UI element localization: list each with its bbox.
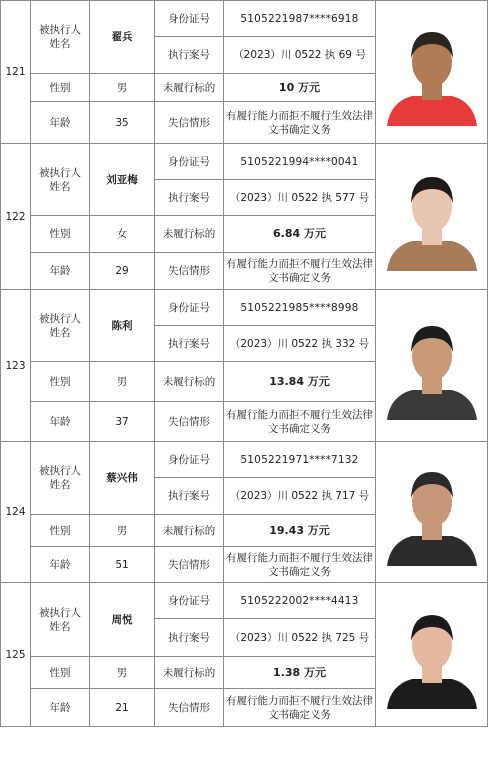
gender-label: 性别	[31, 362, 90, 402]
case-number: （2023）川 0522 执 69 号	[224, 37, 376, 74]
circumstance-text: 有履行能力而拒不履行生效法律文书确定义务	[224, 253, 376, 290]
unfulfilled-amount: 1.38 万元	[224, 657, 376, 689]
record-number: 125	[1, 583, 31, 727]
circumstance-label: 失信情形	[155, 689, 224, 727]
record-number: 121	[1, 1, 31, 144]
portrait-photo	[382, 312, 482, 420]
id-number: 5105222002****4413	[224, 583, 376, 619]
gender-value: 男	[90, 515, 155, 547]
age-value: 51	[90, 547, 155, 583]
case-number: （2023）川 0522 执 577 号	[224, 180, 376, 216]
circumstance-label: 失信情形	[155, 547, 224, 583]
age-label: 年龄	[31, 102, 90, 144]
circumstance-label: 失信情形	[155, 402, 224, 442]
unfulfilled-amount: 6.84 万元	[224, 216, 376, 253]
gender-value: 女	[90, 216, 155, 253]
id-label: 身份证号	[155, 290, 224, 326]
unfulfilled-label: 未履行标的	[155, 362, 224, 402]
age-label: 年龄	[31, 253, 90, 290]
case-label: 执行案号	[155, 180, 224, 216]
unfulfilled-amount: 19.43 万元	[224, 515, 376, 547]
name-label: 被执行人 姓名	[31, 144, 90, 216]
gender-value: 男	[90, 657, 155, 689]
record-number: 123	[1, 290, 31, 442]
id-number: 5105221971****7132	[224, 442, 376, 478]
id-label: 身份证号	[155, 583, 224, 619]
id-label: 身份证号	[155, 442, 224, 478]
photo-cell	[376, 442, 488, 583]
case-number: （2023）川 0522 执 725 号	[224, 619, 376, 657]
gender-label: 性别	[31, 515, 90, 547]
case-label: 执行案号	[155, 619, 224, 657]
age-value: 37	[90, 402, 155, 442]
unfulfilled-label: 未履行标的	[155, 216, 224, 253]
case-number: （2023）川 0522 执 332 号	[224, 326, 376, 362]
defaulter-name: 周悦	[90, 583, 155, 657]
age-label: 年龄	[31, 547, 90, 583]
portrait-photo	[382, 163, 482, 271]
photo-cell	[376, 290, 488, 442]
age-value: 21	[90, 689, 155, 727]
photo-cell	[376, 583, 488, 727]
id-label: 身份证号	[155, 1, 224, 37]
record-number: 124	[1, 442, 31, 583]
name-label: 被执行人 姓名	[31, 290, 90, 362]
id-number: 5105221987****6918	[224, 1, 376, 37]
portrait-photo	[382, 601, 482, 709]
gender-value: 男	[90, 74, 155, 102]
age-label: 年龄	[31, 689, 90, 727]
circumstance-text: 有履行能力而拒不履行生效法律文书确定义务	[224, 547, 376, 583]
unfulfilled-amount: 10 万元	[224, 74, 376, 102]
gender-label: 性别	[31, 657, 90, 689]
circumstance-text: 有履行能力而拒不履行生效法律文书确定义务	[224, 402, 376, 442]
photo-cell	[376, 144, 488, 290]
id-number: 5105221985****8998	[224, 290, 376, 326]
name-label: 被执行人 姓名	[31, 442, 90, 515]
case-number: （2023）川 0522 执 717 号	[224, 478, 376, 515]
unfulfilled-amount: 13.84 万元	[224, 362, 376, 402]
age-value: 29	[90, 253, 155, 290]
unfulfilled-label: 未履行标的	[155, 515, 224, 547]
circumstance-label: 失信情形	[155, 102, 224, 144]
photo-cell	[376, 1, 488, 144]
id-label: 身份证号	[155, 144, 224, 180]
name-label: 被执行人 姓名	[31, 1, 90, 74]
case-label: 执行案号	[155, 478, 224, 515]
portrait-photo	[382, 458, 482, 566]
case-label: 执行案号	[155, 326, 224, 362]
gender-label: 性别	[31, 74, 90, 102]
unfulfilled-label: 未履行标的	[155, 657, 224, 689]
case-label: 执行案号	[155, 37, 224, 74]
age-label: 年龄	[31, 402, 90, 442]
id-number: 5105221994****0041	[224, 144, 376, 180]
defaulter-name: 蔡兴伟	[90, 442, 155, 515]
defaulter-name: 刘亚梅	[90, 144, 155, 216]
circumstance-label: 失信情形	[155, 253, 224, 290]
record-number: 122	[1, 144, 31, 290]
name-label: 被执行人 姓名	[31, 583, 90, 657]
unfulfilled-label: 未履行标的	[155, 74, 224, 102]
defaulter-name: 陈利	[90, 290, 155, 362]
circumstance-text: 有履行能力而拒不履行生效法律文书确定义务	[224, 689, 376, 727]
gender-value: 男	[90, 362, 155, 402]
circumstance-text: 有履行能力而拒不履行生效法律文书确定义务	[224, 102, 376, 144]
defaulter-name: 翟兵	[90, 1, 155, 74]
portrait-photo	[382, 18, 482, 126]
gender-label: 性别	[31, 216, 90, 253]
age-value: 35	[90, 102, 155, 144]
